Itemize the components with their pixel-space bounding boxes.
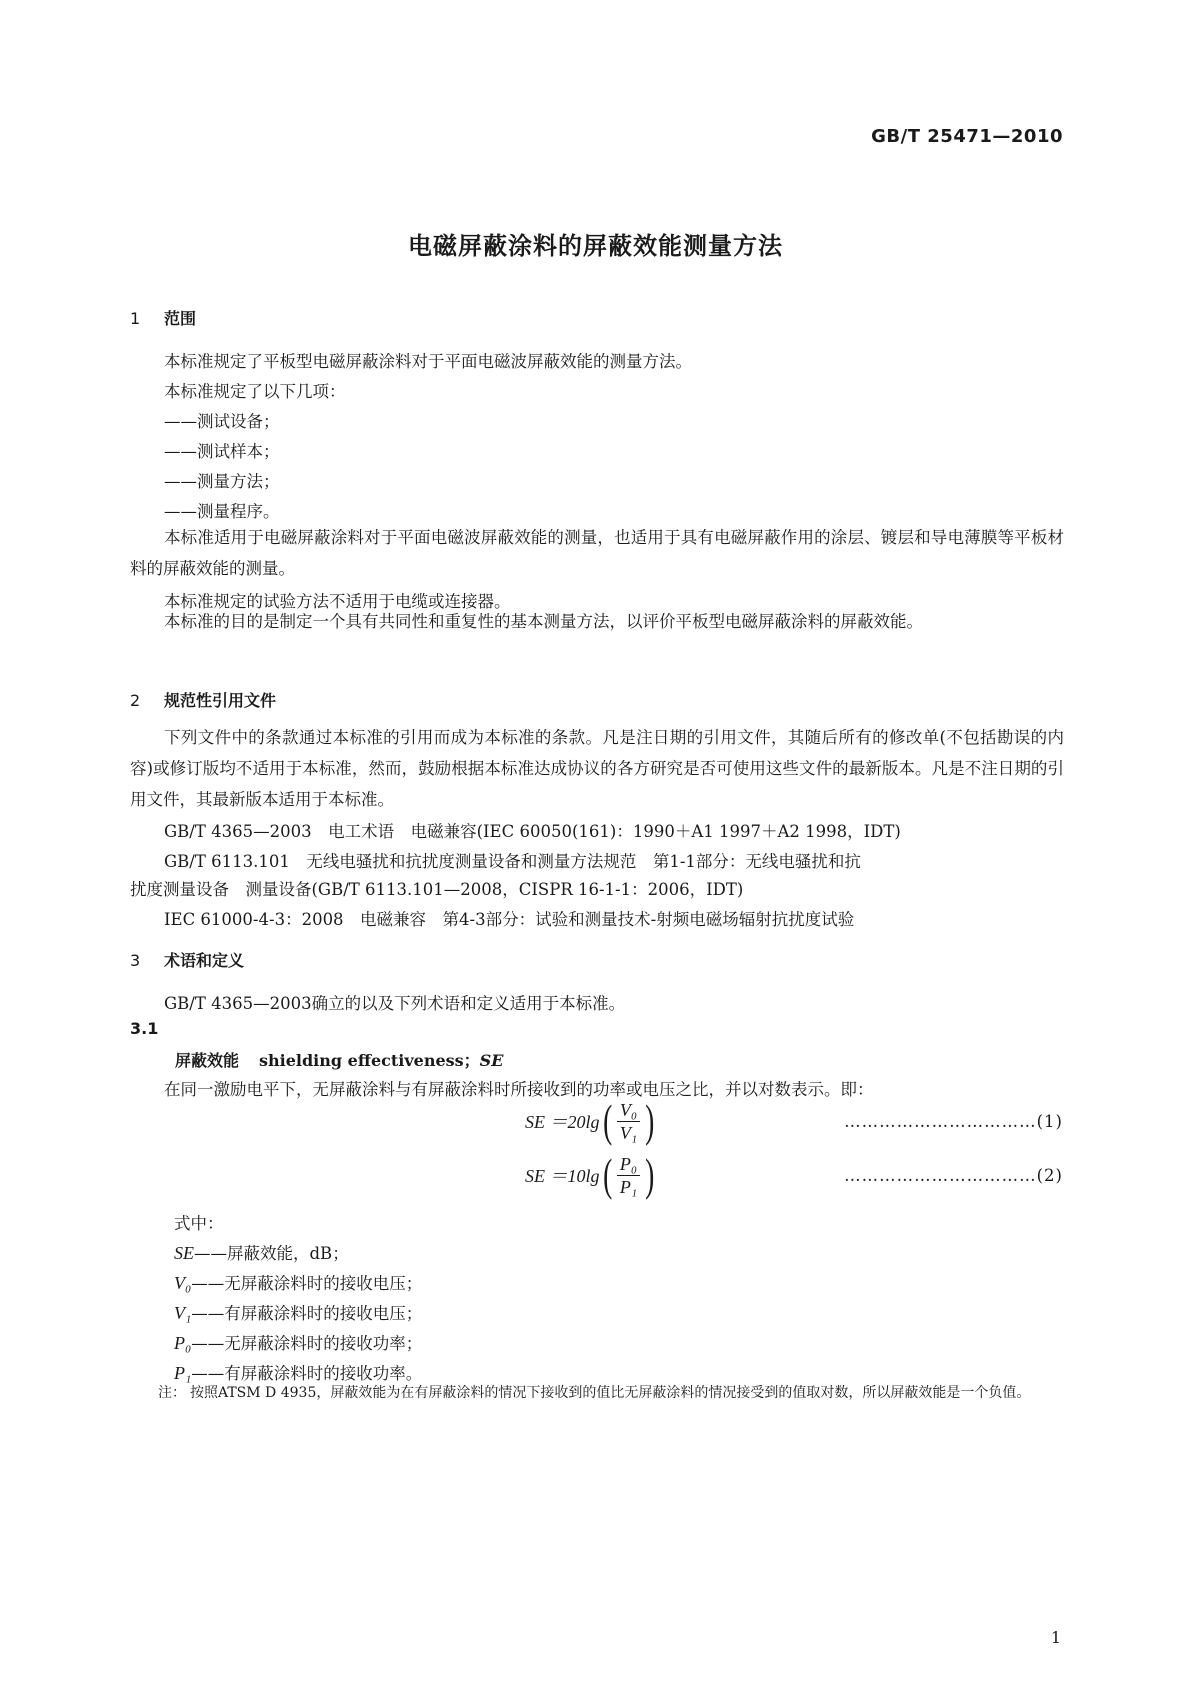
note-label: 注： [158, 1385, 186, 1401]
section-3-number: 3 [130, 951, 141, 970]
subclause-number: 3.1 [130, 1019, 159, 1038]
symbol-definition [174, 1300, 422, 1324]
term-definition: 在同一激励电平下，无屏蔽涂料与有屏蔽涂料时所接收到的功率或电压之比，并以对数表示。即： [164, 1080, 874, 1099]
sec1-paragraph-3: 本标准适用于电磁屏蔽涂料对于平面电磁波屏蔽效能的测量，也适用于具有电磁屏蔽作用的涂层、镀层和导电薄膜等平板材料的屏蔽效能的测量。 [130, 528, 1064, 578]
sec3-paragraph-1: GB/T 4365—2003确立的以及下列术语和定义适用于本标准。 [164, 994, 626, 1013]
section-2-title: 规范性引用文件 [164, 691, 277, 710]
symbol-definition [174, 1270, 422, 1294]
sec1-paragraph-4: 本标准规定的试验方法不适用于电缆或连接器。 [164, 592, 511, 611]
sec1-paragraph-2: 本标准规定了以下几项： [164, 382, 346, 401]
sec1-paragraph-1: 本标准规定了平板型电磁屏蔽涂料对于平面电磁波屏蔽效能的测量方法。 [164, 352, 692, 371]
equation-1-numerator: V₀ [617, 1099, 640, 1122]
equation-2-fraction [617, 1153, 640, 1198]
standard-number: GB/T 25471—2010 [871, 126, 1063, 147]
reference-1: GB/T 4365—2003 电工术语 电磁兼容(IEC 60050(161)：1990＋A1 1997＋A2 1998，IDT) [164, 822, 901, 841]
sec2-paragraph-1: 下列文件中的条款通过本标准的引用而成为本标准的条款。凡是注日期的引用文件，其随后所有的修改单(不包括勘误的内容)或修订版均不适用于本标准，然而，鼓励根据本标准达成协议的各方研究是否可使用这些文件的最新版本。凡是不注日期的引用文件，其最新版本适用于本标准。 [130, 728, 1064, 809]
right-paren-icon: ) [645, 1149, 655, 1200]
symbol-description: ——有屏蔽涂料时的接收电压； [191, 1304, 423, 1323]
sec1-paragraph-5: 本标准的目的是制定一个具有共同性和重复性的基本测量方法，以评价平板型电磁屏蔽涂料的屏蔽效能。 [164, 612, 923, 631]
section-1-number: 1 [130, 309, 141, 328]
section-2-number: 2 [130, 691, 141, 710]
left-paren-icon: ( [602, 1095, 612, 1146]
reference-3: IEC 61000-4-3：2008 电磁兼容 第4-3部分：试验和测量技术-射频电磁场辐射抗扰度试验 [164, 910, 855, 929]
list-item: ——测量程序。 [164, 502, 280, 521]
where-label: 式中： [174, 1214, 224, 1233]
list-item: ——测量方法； [164, 472, 280, 491]
equation-2-numerator: P₀ [617, 1153, 640, 1176]
right-paren-icon: ) [645, 1095, 655, 1146]
section-2-heading [130, 688, 276, 711]
equation-1-denominator: V₁ [619, 1122, 638, 1143]
symbol: V₁ [174, 1303, 192, 1323]
equation-2-denominator: P₁ [619, 1176, 638, 1197]
equation-2 [525, 1149, 657, 1200]
left-paren-icon: ( [602, 1149, 612, 1200]
equation-2-lhs: SE ＝10lg [525, 1166, 600, 1186]
section-3-heading [130, 948, 244, 971]
equation-1-number: ……………………………(1) [844, 1112, 1063, 1131]
symbol-description: ——无屏蔽涂料时的接收功率； [191, 1334, 423, 1353]
symbol-definition [174, 1240, 349, 1264]
note-text: 按照ATSM D 4935，屏蔽效能为在有屏蔽涂料的情况下接收到的值比无屏蔽涂料的情况接受到的值取对数，所以屏蔽效能是一个负值。 [190, 1385, 1031, 1401]
equation-1 [525, 1095, 657, 1146]
symbol: P₁ [174, 1363, 192, 1383]
document-title: 电磁屏蔽涂料的屏蔽效能测量方法 [408, 232, 783, 260]
term-english: shielding effectiveness； [259, 1051, 480, 1070]
equation-2-number: ……………………………(2) [844, 1166, 1063, 1185]
reference-2-line-2: 扰度测量设备 测量设备(GB/T 6113.101—2008，CISPR 16-1-1：2006，IDT) [130, 880, 744, 899]
list-item: ——测试设备； [164, 412, 280, 431]
section-3-title: 术语和定义 [164, 951, 245, 970]
reference-2-line-1: GB/T 6113.101 无线电骚扰和抗扰度测量设备和测量方法规范 第1-1部分：无线电骚扰和抗 [164, 852, 861, 871]
section-1-heading [130, 306, 196, 329]
page-number: 1 [1050, 1628, 1061, 1647]
symbol-description: ——有屏蔽涂料时的接收功率。 [191, 1364, 423, 1383]
symbol: V₀ [174, 1273, 192, 1293]
term-chinese: 屏蔽效能 [175, 1051, 240, 1070]
equation-1-lhs: SE ＝20lg [525, 1112, 600, 1132]
term-abbreviation: SE [479, 1051, 504, 1070]
symbol-description: ——屏蔽效能，dB； [194, 1244, 349, 1263]
symbol-definition [174, 1330, 422, 1354]
symbol-description: ——无屏蔽涂料时的接收电压； [191, 1274, 423, 1293]
list-item: ——测试样本； [164, 442, 280, 461]
symbol: P₀ [174, 1333, 192, 1353]
symbol: SE [174, 1243, 194, 1263]
section-1-title: 范围 [164, 309, 197, 328]
term-entry [175, 1048, 503, 1071]
note [158, 1380, 1064, 1406]
equation-1-fraction [617, 1099, 640, 1144]
